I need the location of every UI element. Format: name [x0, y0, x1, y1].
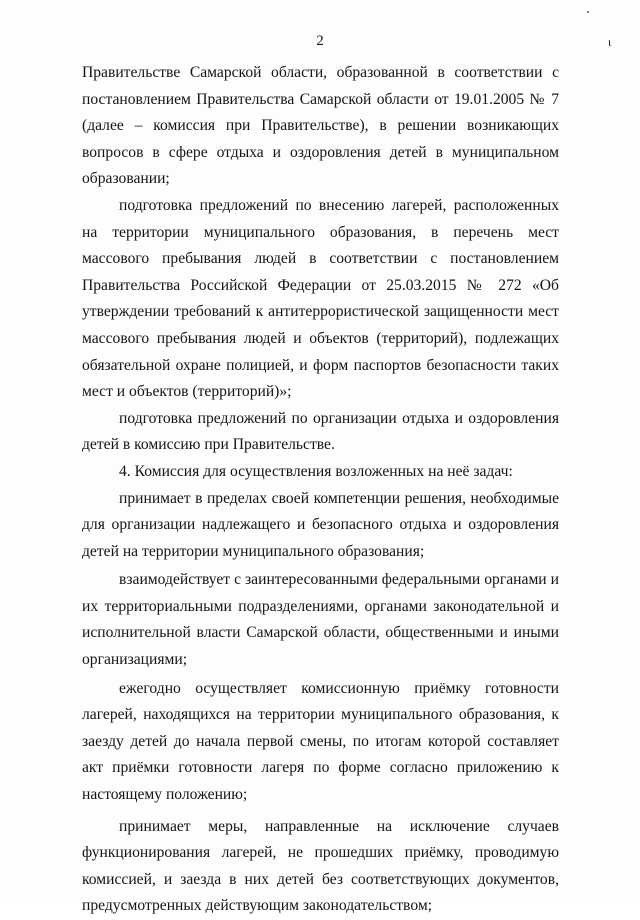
paragraph-continuation: Правительстве Самарской области, образованной в соответствии с постановлением Правительства Самарской области от 19.01.2005 № 7 (далее – комиссия при Правительстве), в решении возникающих вопросов в сфере отдыха и оздоровления детей в муниципальном образовании;	[82, 64, 559, 188]
paragraph-decisions: принимает в пределах своей компетенции решения, необходимые для организации надлежащего и безопасного отдыха и оздоровления детей на территории муниципального образования;	[82, 489, 559, 560]
scan-speck	[587, 11, 589, 13]
paragraph-annual-acceptance: ежегодно осуществляет комиссионную приёмку готовности лагерей, находящихся на территории муниципального образования, к заезду детей до начала первой смены, по итогам которой составляет акт приёмки готовности лагеря по форме согласно приложению к настоящему положению;	[82, 679, 559, 804]
paragraph-recreation-proposals: подготовка предложений по организации отдыха и оздоровления детей в комиссию при Правительстве.	[82, 409, 559, 454]
page-number: 2	[316, 33, 324, 49]
corner-mark: ι	[608, 35, 612, 49]
paragraph-antiterror-proposals: подготовка предложений по внесению лагерей, расположенных на территории муниципального образования, в перечень мест массового пребывания людей в соответствии с постановлением Правительства Российской Федерации от 25.03.2015 № 272 «Об утверждении требований к антитеррористической защищенности мест массового пребывания людей и объектов (территорий), подлежащих обязательной охране полицией, и форм паспортов безопасности таких мест и объектов (территорий)»;	[82, 196, 559, 401]
paragraph-interaction: взаимодействует с заинтересованными федеральными органами и их территориальными подразделениями, органами законодательной и исполнительной власти Самарской области, общественными и иными организациями;	[82, 571, 559, 669]
paragraph-measures: принимает меры, направленные на исключение случаев функционирования лагерей, не прошедших приёмку, проводимую комиссией, и заезда в них детей без соответствующих документов, предусмотренных действующим законодательством;	[82, 817, 559, 915]
document-body	[82, 60, 559, 920]
paragraph-section-4-heading: 4. Комиссия для осуществления возложенных на неё задач:	[119, 462, 513, 480]
